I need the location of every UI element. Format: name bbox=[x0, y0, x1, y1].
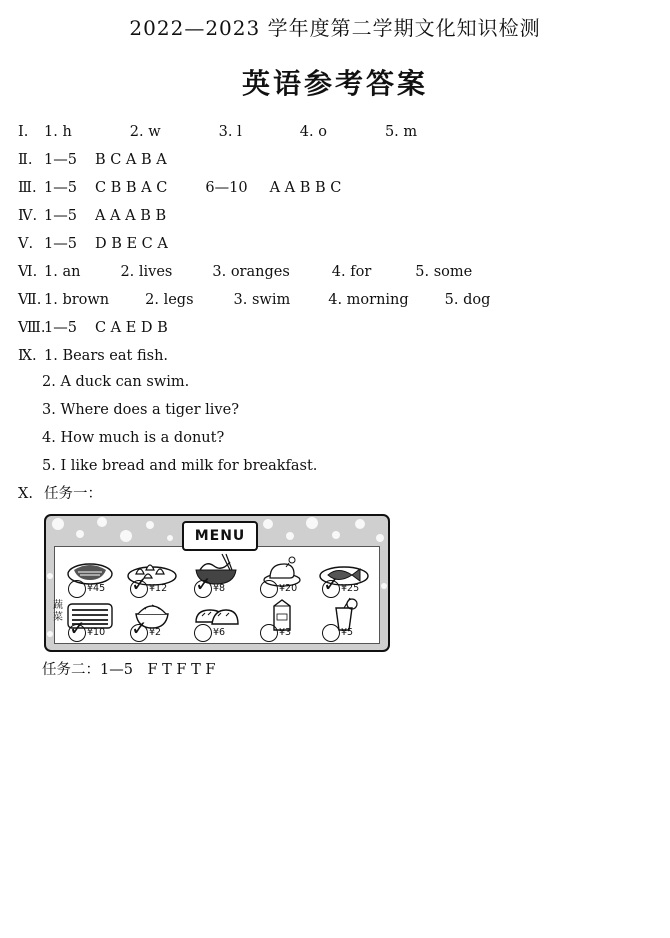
answer-item: 2. w bbox=[129, 124, 161, 140]
answer-item: 2. lives bbox=[120, 264, 173, 280]
check-mark-icon: ✓ bbox=[195, 572, 212, 596]
answer-item: 3. swim bbox=[233, 292, 291, 308]
section-number: Ⅷ. bbox=[18, 320, 46, 336]
section-number: Ⅴ. bbox=[18, 236, 34, 252]
price-label: ¥8 bbox=[213, 583, 226, 594]
section-number: Ⅶ. bbox=[18, 292, 42, 308]
price-label: ¥45 bbox=[87, 583, 106, 594]
answer-item: A A B B C bbox=[269, 180, 342, 196]
answer-ix-4: 4. How much is a donut? bbox=[42, 430, 225, 446]
page-title: 英语参考答案 bbox=[241, 67, 428, 100]
answer-item: 4. morning bbox=[328, 292, 409, 308]
answer-item: 5. dog bbox=[444, 292, 491, 308]
answer-ix-3: 3. Where does a tiger live? bbox=[42, 402, 239, 418]
price-label: ¥3 bbox=[279, 627, 292, 638]
price-label: ¥6 bbox=[213, 627, 226, 638]
menu-board bbox=[44, 514, 390, 652]
answer-item: B C A B A bbox=[94, 152, 167, 168]
answer-item: 1. an bbox=[44, 264, 81, 280]
answer-item: C B B A C bbox=[94, 180, 168, 196]
price-label: ¥10 bbox=[87, 627, 106, 638]
answer-row bbox=[18, 262, 472, 282]
section-number: Ⅹ. bbox=[18, 486, 33, 502]
section-number: Ⅲ. bbox=[18, 180, 37, 196]
answer-item: 6—10 bbox=[205, 180, 248, 196]
price-label: ¥25 bbox=[341, 583, 360, 594]
answer-item: 1. brown bbox=[44, 292, 110, 308]
price-label: ¥20 bbox=[279, 583, 298, 594]
answer-row bbox=[18, 318, 168, 338]
answer-row bbox=[18, 346, 168, 366]
answer-item: 5. some bbox=[415, 264, 473, 280]
answer-item: 3. l bbox=[218, 124, 242, 140]
section-number: Ⅵ. bbox=[18, 264, 38, 280]
answer-item: 4. o bbox=[299, 124, 327, 140]
price-label: ¥5 bbox=[341, 627, 354, 638]
answer-item: D B E C A bbox=[94, 236, 168, 252]
section-number: Ⅳ. bbox=[18, 208, 38, 224]
check-mark-icon: ✓ bbox=[69, 616, 86, 640]
answer-ix-5: 5. I like bread and milk for breakfast. bbox=[42, 458, 318, 474]
price-label: ¥12 bbox=[149, 583, 168, 594]
choice-circle[interactable] bbox=[260, 624, 278, 642]
answer-item: 2. legs bbox=[145, 292, 194, 308]
answer-row bbox=[18, 122, 417, 142]
section-x-row bbox=[18, 484, 102, 504]
menu-title: MENU bbox=[182, 521, 258, 551]
answer-item: 5. m bbox=[384, 124, 418, 140]
check-mark-icon: ✓ bbox=[131, 616, 148, 640]
answer-item: 1—5 bbox=[44, 320, 77, 336]
choice-circle[interactable] bbox=[322, 624, 340, 642]
check-mark-icon: ✓ bbox=[323, 572, 340, 596]
section-number: Ⅱ. bbox=[18, 152, 33, 168]
answer-item: 1. Bears eat fish. bbox=[44, 348, 169, 364]
answer-item: 1—5 bbox=[44, 180, 77, 196]
task2-answer: 任务二：1—5 F T F T F bbox=[42, 662, 216, 678]
answer-item: A A A B B bbox=[94, 208, 167, 224]
price-label: ¥2 bbox=[149, 627, 162, 638]
answer-item: 4. for bbox=[331, 264, 372, 280]
answer-row bbox=[18, 234, 168, 254]
answer-item: 3. oranges bbox=[212, 264, 290, 280]
choice-circle[interactable] bbox=[194, 624, 212, 642]
check-mark-icon: ✓ bbox=[131, 572, 148, 596]
answer-item: 1—5 bbox=[44, 152, 77, 168]
answer-row bbox=[18, 178, 341, 198]
answer-row bbox=[18, 150, 167, 170]
answer-row bbox=[18, 206, 166, 226]
answer-ix-2: 2. A duck can swim. bbox=[42, 374, 190, 390]
task1-label: 任务一： bbox=[44, 486, 102, 502]
answer-item: C A E D B bbox=[94, 320, 168, 336]
exam-header: 2022—2023 学年度第二学期文化知识检测 bbox=[129, 16, 541, 40]
vegetable-label: 蔬菜 bbox=[53, 600, 63, 623]
answer-row bbox=[18, 290, 490, 310]
section-number: Ⅰ. bbox=[18, 124, 29, 140]
answer-item: 1—5 bbox=[44, 236, 77, 252]
answer-item: 1. h bbox=[44, 124, 72, 140]
section-number: Ⅸ. bbox=[18, 348, 37, 364]
answer-item: 1—5 bbox=[44, 208, 77, 224]
